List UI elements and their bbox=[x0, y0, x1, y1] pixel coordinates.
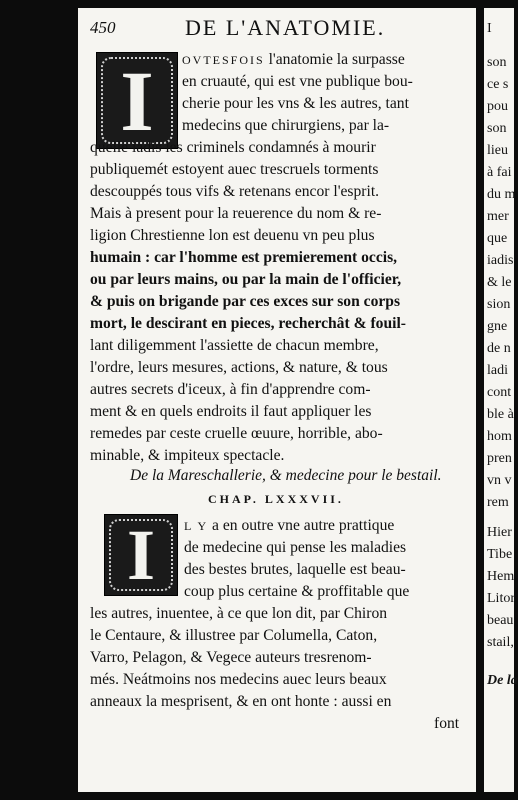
text-line: medecins que chirurgiens, par la- bbox=[182, 117, 390, 134]
fragment: rem bbox=[487, 495, 509, 510]
fragment: Litor bbox=[487, 591, 515, 606]
text-line: minable, & impiteux spectacle. bbox=[90, 447, 285, 464]
fragment: stail, bbox=[487, 635, 514, 650]
fragment: I bbox=[487, 21, 492, 36]
fragment: De la bbox=[487, 673, 518, 688]
opening-word: OVTESFOIS bbox=[182, 53, 265, 67]
initial-letter: I bbox=[126, 514, 156, 595]
text-line: humain : car l'homme est premierement occis, bbox=[90, 249, 398, 266]
fragment: pou bbox=[487, 99, 508, 114]
initial-letter: I bbox=[120, 52, 154, 149]
catchword: font bbox=[434, 715, 460, 732]
text-line: ligion Chrestienne lon est deuenu vn peu plus bbox=[90, 227, 375, 244]
text-line: L Y a en outre vne autre prattique bbox=[184, 517, 395, 534]
text-line: publiquemét estoyent auec trescruels torments bbox=[90, 161, 379, 178]
page-gutter bbox=[476, 8, 484, 792]
chapter-heading: CHAP. LXXXVII. bbox=[208, 492, 344, 506]
fragment: de n bbox=[487, 341, 511, 356]
fragment: ble à bbox=[487, 407, 514, 422]
decorated-initial bbox=[104, 514, 178, 596]
text-line: cherie pour les vns & les autres, tant bbox=[182, 95, 409, 112]
fragment: du m bbox=[487, 187, 516, 202]
fragment: gne bbox=[487, 319, 508, 334]
fragment: que bbox=[487, 231, 508, 246]
text-line: més. Neátmoins nos medecins auec leurs beaux bbox=[90, 671, 387, 688]
text-line: coup plus certaine & proffitable que bbox=[184, 583, 410, 600]
fragment: Tibe bbox=[487, 547, 513, 562]
text-line: anneaux la mesprisent, & en ont honte : aussi en bbox=[90, 693, 392, 710]
fragment: & le bbox=[487, 275, 512, 290]
fragment: vn v bbox=[487, 473, 512, 488]
fragment: son bbox=[487, 121, 507, 136]
text-line: en cruauté, qui est vne publique bou- bbox=[182, 73, 413, 90]
text-line: les autres, inuentee, à ce que lon dit, par Chiron bbox=[90, 605, 388, 622]
text-line: ou par leurs mains, ou par la main de l'officier, bbox=[90, 271, 402, 288]
text-line: des bestes brutes, laquelle est beau- bbox=[184, 561, 406, 578]
page-number: 450 bbox=[90, 18, 116, 37]
fragment: Hier bbox=[487, 525, 512, 540]
fragment: à fai bbox=[487, 165, 512, 180]
text-line: lant diligemment l'assiette de chacun membre, bbox=[90, 337, 379, 354]
fragment: Hem bbox=[487, 569, 515, 584]
fragment: hom bbox=[487, 429, 512, 444]
book-page bbox=[78, 8, 476, 792]
fragment: beau bbox=[487, 613, 514, 628]
text-line: de medecine qui pense les maladies bbox=[184, 539, 407, 556]
text-line: & puis on brigande par ces exces sur son corps bbox=[90, 293, 401, 310]
fragment: ladi bbox=[487, 363, 508, 378]
text-line: remedes par ceste cruelle œuure, horrible, abo- bbox=[90, 425, 383, 442]
fragment: iadis bbox=[487, 253, 514, 268]
next-page-edge bbox=[484, 8, 518, 792]
text-line: Mais à present pour la reuerence du nom & re- bbox=[90, 205, 382, 222]
text-line: l'ordre, leurs mesures, actions, & nature, & tous bbox=[90, 359, 388, 376]
text-line: mort, le descirant en pieces, recherchât & fouil- bbox=[90, 315, 406, 332]
text-line: ment & en quels endroits il faut appliquer les bbox=[90, 403, 372, 420]
fragment: sion bbox=[487, 297, 511, 312]
fragment: son bbox=[487, 55, 507, 70]
text-line: OVTESFOIS l'anatomie la surpasse bbox=[182, 51, 405, 68]
text-line: quelle iadis les criminels condamnés à mourir bbox=[90, 139, 376, 156]
text-line: Varro, Pelagon, & Vegece auteurs tresrenom- bbox=[90, 649, 372, 666]
fragment: cont bbox=[487, 385, 512, 400]
fragment: pren bbox=[487, 451, 512, 466]
section-title: De la Mareschallerie, & medecine pour le bestail. bbox=[130, 467, 442, 484]
opening-word: L Y bbox=[184, 519, 209, 533]
text-line: descouppés tous vifs & retenans encor l'esprit. bbox=[90, 183, 380, 200]
decorated-initial bbox=[96, 52, 178, 149]
fragment: lieu bbox=[487, 143, 508, 158]
text-line: le Centaure, & illustree par Columella, Caton, bbox=[90, 627, 378, 644]
running-head: DE L'ANATOMIE. bbox=[185, 15, 386, 40]
text-line: autres secrets d'iceux, à fin d'apprendre com- bbox=[90, 381, 371, 398]
fragment: ce s bbox=[487, 77, 509, 92]
fragment: mer bbox=[487, 209, 509, 224]
